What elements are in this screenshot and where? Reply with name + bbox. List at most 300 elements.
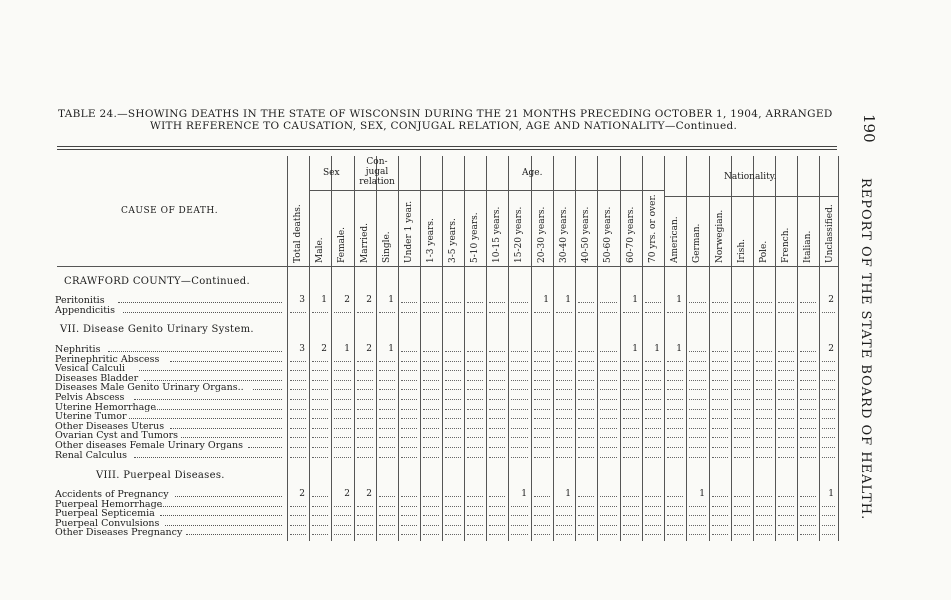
empty-cell-dots (578, 447, 594, 448)
column-header: 70 yrs. or over. (648, 194, 658, 263)
column-header: 5-10 years. (470, 212, 480, 263)
column-header: 60-70 years. (626, 206, 636, 263)
empty-cell-dots (667, 399, 683, 400)
empty-cell-dots (800, 351, 816, 352)
column-line (398, 156, 399, 541)
empty-cell-dots (467, 302, 483, 303)
empty-cell-dots (511, 457, 528, 458)
table-cell: 1 (344, 344, 350, 354)
table-cell: 2 (828, 295, 834, 305)
empty-cell-dots (778, 312, 794, 313)
empty-cell-dots (667, 496, 683, 497)
row-label: Diseases Male Genito Urinary Organs.. (55, 382, 244, 394)
empty-cell-dots (556, 399, 572, 400)
empty-cell-dots (534, 389, 550, 390)
empty-cell-dots (667, 312, 683, 313)
row-label: Other Diseases Uterus (55, 420, 165, 432)
empty-cell-dots (756, 496, 772, 497)
empty-cell-dots (423, 437, 439, 438)
empty-cell-dots (578, 418, 594, 419)
empty-cell-dots (489, 496, 505, 497)
empty-cell-dots (689, 312, 706, 313)
empty-cell-dots (445, 506, 461, 507)
top-rule-2 (57, 149, 837, 150)
empty-cell-dots (756, 399, 772, 400)
empty-cell-dots (534, 409, 550, 410)
empty-cell-dots (312, 534, 328, 535)
table-cell: 1 (321, 295, 327, 305)
empty-cell-dots (423, 515, 439, 516)
empty-cell-dots (534, 399, 550, 400)
empty-cell-dots (645, 370, 661, 371)
row-label: Other Diseases Pregnancy (55, 527, 183, 539)
empty-cell-dots (800, 447, 816, 448)
group-rule-sex (309, 190, 354, 191)
empty-cell-dots (357, 409, 373, 410)
empty-cell-dots (556, 312, 572, 313)
empty-cell-dots (645, 399, 661, 400)
empty-cell-dots (467, 370, 483, 371)
empty-cell-dots (756, 389, 772, 390)
empty-cell-dots (712, 399, 728, 400)
empty-cell-dots (290, 525, 306, 526)
empty-cell-dots (556, 370, 572, 371)
empty-cell-dots (800, 380, 816, 381)
empty-cell-dots (423, 389, 439, 390)
empty-cell-dots (423, 361, 439, 362)
empty-cell-dots (401, 447, 417, 448)
empty-cell-dots (379, 534, 395, 535)
empty-cell-dots (600, 534, 617, 535)
empty-cell-dots (445, 457, 461, 458)
empty-cell-dots (734, 351, 750, 352)
empty-cell-dots (800, 302, 816, 303)
empty-cell-dots (357, 515, 373, 516)
empty-cell-dots (312, 399, 328, 400)
empty-cell-dots (800, 515, 816, 516)
empty-cell-dots (800, 370, 816, 371)
empty-cell-dots (334, 370, 351, 371)
empty-cell-dots (312, 389, 328, 390)
empty-cell-dots (712, 428, 728, 429)
table-cell: 2 (366, 295, 372, 305)
empty-cell-dots (334, 361, 351, 362)
empty-cell-dots (667, 457, 683, 458)
empty-cell-dots (489, 351, 505, 352)
empty-cell-dots (623, 506, 639, 507)
header-bottom-rule (57, 266, 838, 267)
empty-cell-dots (600, 409, 617, 410)
top-rule (57, 146, 837, 147)
table-cell: 1 (543, 295, 549, 305)
empty-cell-dots (556, 361, 572, 362)
empty-cell-dots (489, 370, 505, 371)
row-label: Uterine Hemorrhage (55, 401, 156, 413)
empty-cell-dots (578, 409, 594, 410)
row-label: Appendicitis (55, 304, 115, 316)
empty-cell-dots (357, 525, 373, 526)
empty-cell-dots (445, 361, 461, 362)
empty-cell-dots (534, 418, 550, 419)
column-line (731, 156, 732, 541)
empty-cell-dots (667, 525, 683, 526)
empty-cell-dots (511, 302, 528, 303)
empty-cell-dots (623, 447, 639, 448)
empty-cell-dots (445, 534, 461, 535)
empty-cell-dots (467, 312, 483, 313)
empty-cell-dots (623, 437, 639, 438)
column-header: Single. (382, 231, 392, 263)
empty-cell-dots (467, 428, 483, 429)
column-line (597, 156, 598, 541)
empty-cell-dots (822, 409, 835, 410)
empty-cell-dots (379, 389, 395, 390)
empty-cell-dots (312, 370, 328, 371)
row-label: Vesical Calculi (55, 363, 126, 375)
empty-cell-dots (734, 370, 750, 371)
empty-cell-dots (401, 399, 417, 400)
empty-cell-dots (778, 428, 794, 429)
empty-cell-dots (556, 534, 572, 535)
empty-cell-dots (489, 506, 505, 507)
group-rule-age (398, 190, 664, 191)
empty-cell-dots (756, 380, 772, 381)
table-cell: 1 (828, 489, 834, 499)
empty-cell-dots (734, 409, 750, 410)
empty-cell-dots (445, 515, 461, 516)
empty-cell-dots (312, 418, 328, 419)
table-cell: 2 (344, 295, 350, 305)
empty-cell-dots (467, 437, 483, 438)
empty-cell-dots (357, 361, 373, 362)
age-header: Age. (522, 168, 543, 178)
empty-cell-dots (511, 437, 528, 438)
row-label: Accidents of Pregnancy (55, 489, 169, 500)
empty-cell-dots (778, 418, 794, 419)
empty-cell-dots (334, 389, 351, 390)
empty-cell-dots (600, 515, 617, 516)
empty-cell-dots (689, 428, 706, 429)
empty-cell-dots (445, 351, 461, 352)
leader-dots (108, 351, 282, 352)
row-label: Puerpeal Septicemia (55, 508, 155, 520)
empty-cell-dots (489, 428, 505, 429)
empty-cell-dots (689, 418, 706, 419)
empty-cell-dots (623, 399, 639, 400)
leader-dots (155, 409, 282, 410)
empty-cell-dots (578, 428, 594, 429)
empty-cell-dots (357, 428, 373, 429)
empty-cell-dots (578, 361, 594, 362)
empty-cell-dots (489, 418, 505, 419)
empty-cell-dots (667, 380, 683, 381)
empty-cell-dots (489, 515, 505, 516)
empty-cell-dots (756, 437, 772, 438)
empty-cell-dots (645, 525, 661, 526)
empty-cell-dots (401, 418, 417, 419)
empty-cell-dots (467, 418, 483, 419)
empty-cell-dots (312, 428, 328, 429)
empty-cell-dots (556, 437, 572, 438)
row-label: Uterine Tumor (55, 411, 127, 423)
group-rule-conjugal (354, 190, 398, 191)
table-cell: 1 (699, 489, 705, 499)
empty-cell-dots (534, 447, 550, 448)
empty-cell-dots (578, 534, 594, 535)
empty-cell-dots (623, 496, 639, 497)
empty-cell-dots (445, 302, 461, 303)
empty-cell-dots (556, 380, 572, 381)
empty-cell-dots (379, 312, 395, 313)
empty-cell-dots (645, 428, 661, 429)
empty-cell-dots (401, 370, 417, 371)
empty-cell-dots (822, 312, 835, 313)
empty-cell-dots (822, 370, 835, 371)
empty-cell-dots (357, 389, 373, 390)
empty-cell-dots (556, 351, 572, 352)
empty-cell-dots (556, 506, 572, 507)
leader-dots (160, 506, 282, 507)
empty-cell-dots (689, 380, 706, 381)
empty-cell-dots (467, 496, 483, 497)
empty-cell-dots (445, 418, 461, 419)
empty-cell-dots (379, 525, 395, 526)
empty-cell-dots (578, 351, 594, 352)
empty-cell-dots (357, 399, 373, 400)
empty-cell-dots (401, 515, 417, 516)
empty-cell-dots (822, 428, 835, 429)
column-header: Male. (315, 237, 325, 263)
empty-cell-dots (467, 447, 483, 448)
empty-cell-dots (445, 380, 461, 381)
empty-cell-dots (379, 380, 395, 381)
empty-cell-dots (401, 428, 417, 429)
row-label: Renal Calculus (55, 449, 128, 461)
empty-cell-dots (734, 525, 750, 526)
empty-cell-dots (822, 515, 835, 516)
empty-cell-dots (556, 418, 572, 419)
empty-cell-dots (756, 506, 772, 507)
leader-dots (139, 370, 282, 371)
empty-cell-dots (401, 525, 417, 526)
section-heading: VII. Disease Genito Urinary System. (60, 324, 254, 335)
empty-cell-dots (423, 409, 439, 410)
empty-cell-dots (623, 389, 639, 390)
column-line (575, 156, 576, 541)
row-label: Ovarian Cyst and Tumors (55, 430, 179, 442)
empty-cell-dots (290, 389, 306, 390)
empty-cell-dots (290, 312, 306, 313)
empty-cell-dots (778, 437, 794, 438)
column-header: Total deaths. (293, 204, 303, 263)
empty-cell-dots (667, 389, 683, 390)
empty-cell-dots (578, 506, 594, 507)
empty-cell-dots (734, 312, 750, 313)
empty-cell-dots (667, 409, 683, 410)
section-heading: CRAWFORD COUNTY—Continued. (64, 276, 250, 287)
empty-cell-dots (756, 409, 772, 410)
empty-cell-dots (357, 380, 373, 381)
empty-cell-dots (445, 496, 461, 497)
empty-cell-dots (334, 447, 351, 448)
empty-cell-dots (401, 302, 417, 303)
column-line (553, 156, 554, 541)
empty-cell-dots (800, 437, 816, 438)
empty-cell-dots (334, 437, 351, 438)
empty-cell-dots (511, 409, 528, 410)
empty-cell-dots (334, 515, 351, 516)
empty-cell-dots (357, 312, 373, 313)
empty-cell-dots (756, 457, 772, 458)
column-header: 40-50 years. (581, 206, 591, 263)
empty-cell-dots (401, 361, 417, 362)
empty-cell-dots (423, 534, 439, 535)
empty-cell-dots (734, 428, 750, 429)
empty-cell-dots (623, 418, 639, 419)
empty-cell-dots (357, 534, 373, 535)
empty-cell-dots (800, 389, 816, 390)
column-line (420, 156, 421, 541)
empty-cell-dots (689, 525, 706, 526)
empty-cell-dots (800, 361, 816, 362)
empty-cell-dots (645, 312, 661, 313)
empty-cell-dots (778, 525, 794, 526)
empty-cell-dots (312, 496, 328, 497)
empty-cell-dots (467, 409, 483, 410)
empty-cell-dots (734, 389, 750, 390)
empty-cell-dots (290, 447, 306, 448)
empty-cell-dots (578, 380, 594, 381)
row-label: Peritonitis (55, 295, 105, 306)
empty-cell-dots (600, 302, 617, 303)
empty-cell-dots (401, 457, 417, 458)
column-line (838, 156, 839, 541)
empty-cell-dots (379, 409, 395, 410)
table-cell: 2 (299, 489, 305, 499)
empty-cell-dots (800, 534, 816, 535)
column-header: 15-20 years. (514, 206, 524, 263)
empty-cell-dots (445, 399, 461, 400)
empty-cell-dots (645, 506, 661, 507)
empty-cell-dots (556, 428, 572, 429)
empty-cell-dots (290, 515, 306, 516)
empty-cell-dots (689, 506, 706, 507)
empty-cell-dots (489, 361, 505, 362)
empty-cell-dots (778, 409, 794, 410)
empty-cell-dots (734, 506, 750, 507)
empty-cell-dots (778, 351, 794, 352)
empty-cell-dots (401, 380, 417, 381)
empty-cell-dots (756, 361, 772, 362)
empty-cell-dots (822, 361, 835, 362)
empty-cell-dots (445, 437, 461, 438)
empty-cell-dots (623, 457, 639, 458)
empty-cell-dots (357, 370, 373, 371)
empty-cell-dots (290, 437, 306, 438)
empty-cell-dots (756, 447, 772, 448)
empty-cell-dots (734, 399, 750, 400)
empty-cell-dots (645, 361, 661, 362)
empty-cell-dots (534, 361, 550, 362)
empty-cell-dots (290, 457, 306, 458)
empty-cell-dots (445, 409, 461, 410)
empty-cell-dots (379, 496, 395, 497)
leader-dots (134, 399, 282, 400)
empty-cell-dots (734, 302, 750, 303)
empty-cell-dots (778, 361, 794, 362)
empty-cell-dots (756, 418, 772, 419)
column-header: 50-60 years. (603, 206, 613, 263)
empty-cell-dots (712, 351, 728, 352)
empty-cell-dots (467, 534, 483, 535)
column-header: Married. (360, 222, 370, 263)
empty-cell-dots (734, 361, 750, 362)
table-cell: 2 (366, 344, 372, 354)
column-header: 20-30 years. (537, 206, 547, 263)
column-line (775, 156, 776, 541)
empty-cell-dots (556, 409, 572, 410)
empty-cell-dots (556, 447, 572, 448)
empty-cell-dots (312, 312, 328, 313)
empty-cell-dots (334, 312, 351, 313)
empty-cell-dots (712, 506, 728, 507)
empty-cell-dots (445, 370, 461, 371)
empty-cell-dots (290, 428, 306, 429)
empty-cell-dots (334, 525, 351, 526)
empty-cell-dots (534, 515, 550, 516)
empty-cell-dots (511, 399, 528, 400)
empty-cell-dots (712, 447, 728, 448)
column-line (442, 156, 443, 541)
empty-cell-dots (290, 361, 306, 362)
row-label: Diseases Bladder (55, 372, 139, 384)
empty-cell-dots (511, 312, 528, 313)
empty-cell-dots (734, 496, 750, 497)
empty-cell-dots (667, 447, 683, 448)
empty-cell-dots (822, 418, 835, 419)
empty-cell-dots (423, 302, 439, 303)
empty-cell-dots (689, 370, 706, 371)
empty-cell-dots (689, 399, 706, 400)
column-line (531, 156, 532, 541)
empty-cell-dots (534, 312, 550, 313)
table-cell: 1 (388, 344, 394, 354)
empty-cell-dots (423, 380, 439, 381)
empty-cell-dots (689, 457, 706, 458)
empty-cell-dots (578, 389, 594, 390)
table-cell: 1 (632, 295, 638, 305)
empty-cell-dots (467, 506, 483, 507)
conjugal-header: Con- jugal relation (359, 157, 395, 187)
column-header: French. (781, 227, 791, 263)
leader-dots (170, 361, 282, 362)
row-label: Pelvis Abscess (55, 392, 125, 403)
empty-cell-dots (689, 515, 706, 516)
empty-cell-dots (645, 409, 661, 410)
empty-cell-dots (445, 525, 461, 526)
empty-cell-dots (600, 361, 617, 362)
empty-cell-dots (712, 534, 728, 535)
empty-cell-dots (778, 302, 794, 303)
empty-cell-dots (800, 312, 816, 313)
table-cell: 3 (299, 344, 305, 354)
empty-cell-dots (334, 380, 351, 381)
empty-cell-dots (689, 437, 706, 438)
empty-cell-dots (734, 515, 750, 516)
sex-header: Sex (323, 168, 340, 178)
empty-cell-dots (401, 496, 417, 497)
empty-cell-dots (778, 370, 794, 371)
